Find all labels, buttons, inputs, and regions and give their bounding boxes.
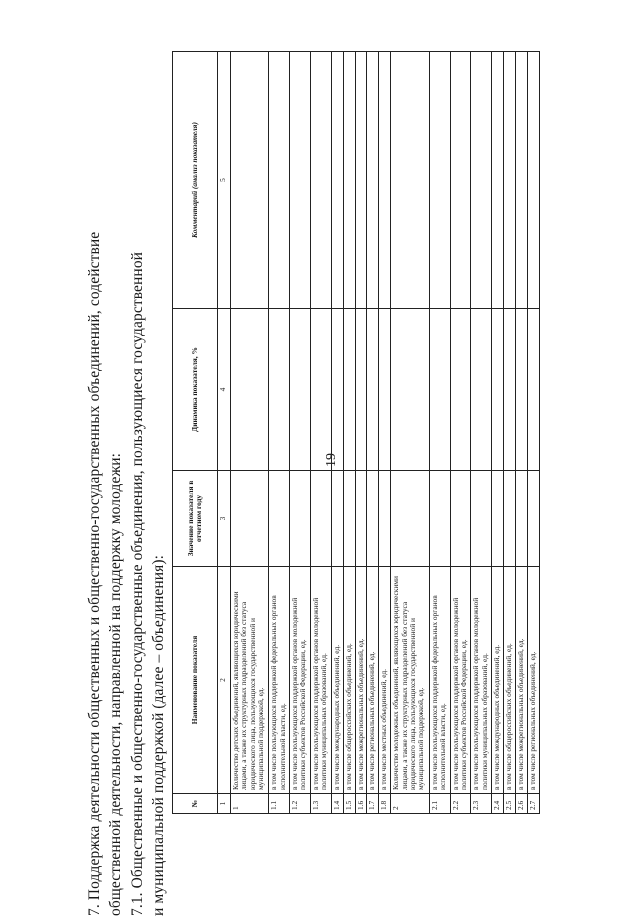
- row-value-cell: [471, 471, 492, 567]
- heading-line-1: 7. Поддержка деятельности общественных и общественно-государственных объединений, содействие: [86, 231, 103, 916]
- table-row: [231, 52, 269, 814]
- row-comment-cell: [310, 52, 331, 309]
- row-value-cell: [231, 471, 269, 567]
- table-row: [391, 52, 429, 814]
- row-dynamics-cell: [355, 309, 367, 471]
- row-dynamics-cell: [492, 309, 504, 471]
- row-comment-cell: [331, 52, 343, 309]
- table-body: [231, 52, 540, 814]
- table-row: [471, 52, 492, 814]
- row-value-cell: [492, 471, 504, 567]
- row-comment-cell: [515, 52, 527, 309]
- row-value-cell: [290, 471, 311, 567]
- row-number: 1.6: [355, 794, 367, 814]
- row-value-cell: [379, 471, 391, 567]
- row-value-cell: [429, 471, 450, 567]
- row-comment-cell: [503, 52, 515, 309]
- row-number: 1.1: [269, 794, 290, 814]
- row-indicator-name: в том числе общероссийских объединений, ед.: [503, 567, 515, 794]
- row-comment-cell: [367, 52, 379, 309]
- row-indicator-name: в том числе международных объединений, ед.: [492, 567, 504, 794]
- row-dynamics-cell: [343, 309, 355, 471]
- table-header-row: [173, 52, 218, 814]
- header-indicator-name: Наименование показателя: [173, 567, 218, 794]
- row-comment-cell: [343, 52, 355, 309]
- row-number: 2: [391, 794, 429, 814]
- row-dynamics-cell: [429, 309, 450, 471]
- row-comment-cell: [355, 52, 367, 309]
- row-dynamics-cell: [471, 309, 492, 471]
- indicators-table: [172, 51, 540, 814]
- row-number: 2.2: [450, 794, 471, 814]
- row-comment-cell: [471, 52, 492, 309]
- row-indicator-name: в том числе общероссийских объединений, ед.: [343, 567, 355, 794]
- row-number: 1.7: [367, 794, 379, 814]
- row-number: 1: [231, 794, 269, 814]
- column-number: 3: [218, 471, 231, 567]
- row-number: 1.2: [290, 794, 311, 814]
- table-row: [492, 52, 504, 814]
- row-value-cell: [355, 471, 367, 567]
- row-value-cell: [527, 471, 539, 567]
- row-number: 2.1: [429, 794, 450, 814]
- heading-line-2: общественной деятельности, направленной на поддержку молодежи:: [107, 452, 124, 916]
- row-indicator-name: в том числе пользующихся поддержкой органов молодежной политики субъектов Российской Федерации, ед.: [290, 567, 311, 794]
- column-number: 5: [218, 52, 231, 309]
- row-dynamics-cell: [269, 309, 290, 471]
- row-dynamics-cell: [367, 309, 379, 471]
- row-value-cell: [503, 471, 515, 567]
- row-indicator-name: в том числе региональных объединений, ед.: [367, 567, 379, 794]
- table-row: [355, 52, 367, 814]
- table-row: [367, 52, 379, 814]
- row-indicator-name: в том числе пользующихся поддержкой органов молодежной политики субъектов Российской Федерации, ед.: [450, 567, 471, 794]
- row-value-cell: [310, 471, 331, 567]
- row-comment-cell: [391, 52, 429, 309]
- table-row: [269, 52, 290, 814]
- column-number: 4: [218, 309, 231, 471]
- table-row: [310, 52, 331, 814]
- row-value-cell: [343, 471, 355, 567]
- column-number: 1: [218, 794, 231, 814]
- column-number: 2: [218, 567, 231, 794]
- row-dynamics-cell: [391, 309, 429, 471]
- row-dynamics-cell: [379, 309, 391, 471]
- column-number-row: [218, 52, 231, 814]
- header-value: Значение показателя в отчетном году: [173, 471, 218, 567]
- header-number: №: [173, 794, 218, 814]
- row-indicator-name: в том числе региональных объединений, ед.: [527, 567, 539, 794]
- heading-line-4: и муниципальной поддержкой (далее – объединения):: [150, 554, 167, 916]
- row-dynamics-cell: [231, 309, 269, 471]
- row-number: 2.3: [471, 794, 492, 814]
- row-dynamics-cell: [290, 309, 311, 471]
- table-row: [450, 52, 471, 814]
- row-number: 2.5: [503, 794, 515, 814]
- row-comment-cell: [231, 52, 269, 309]
- row-indicator-name: в том числе пользующихся поддержкой органов молодежной политики муниципальных образований, ед.: [310, 567, 331, 794]
- row-number: 1.8: [379, 794, 391, 814]
- row-indicator-name: Количество детских объединений, являющихся юридическими лицами, а также их структурных подразделений без статуса юридического лица, пользующихся государственной и муниципальной поддержкой, ед.: [231, 567, 269, 794]
- header-comment: Комментарий (анализ показателя): [173, 52, 218, 309]
- row-comment-cell: [379, 52, 391, 309]
- table-row: [331, 52, 343, 814]
- row-comment-cell: [450, 52, 471, 309]
- table-row: [515, 52, 527, 814]
- heading-line-3: 7.1. Общественные и общественно-государственные объединения, пользующиеся государственной: [129, 251, 146, 916]
- row-dynamics-cell: [527, 309, 539, 471]
- row-dynamics-cell: [515, 309, 527, 471]
- row-indicator-name: Количество молодежных объединений, являющихся юридическими лицами, а также их структурных подразделений без статуса юридического лица, пользующихся государственной и муниципальной поддержкой, ед.: [391, 567, 429, 794]
- table-row: [290, 52, 311, 814]
- row-number: 2.7: [527, 794, 539, 814]
- table-row: [527, 52, 539, 814]
- table-row: [343, 52, 355, 814]
- row-value-cell: [450, 471, 471, 567]
- row-number: 1.4: [331, 794, 343, 814]
- table-row: [379, 52, 391, 814]
- row-value-cell: [515, 471, 527, 567]
- indicators-table-rotated: [172, 52, 540, 814]
- row-number: 1.3: [310, 794, 331, 814]
- row-dynamics-cell: [331, 309, 343, 471]
- row-indicator-name: в том числе межрегиональных объединений, ед.: [355, 567, 367, 794]
- row-number: 1.5: [343, 794, 355, 814]
- row-indicator-name: в том числе международных объединений, ед.: [331, 567, 343, 794]
- row-indicator-name: в том числе местных объединений, ед.: [379, 567, 391, 794]
- row-comment-cell: [269, 52, 290, 309]
- row-value-cell: [391, 471, 429, 567]
- table-row: [429, 52, 450, 814]
- row-comment-cell: [290, 52, 311, 309]
- row-value-cell: [331, 471, 343, 567]
- row-dynamics-cell: [310, 309, 331, 471]
- row-indicator-name: в том числе межрегиональных объединений, ед.: [515, 567, 527, 794]
- row-value-cell: [367, 471, 379, 567]
- page-number: 19: [324, 453, 339, 467]
- header-dynamics: Динамика показателя, %: [173, 309, 218, 471]
- row-indicator-name: в том числе пользующихся поддержкой органов молодежной политики муниципальных образований, ед.: [471, 567, 492, 794]
- table-row: [503, 52, 515, 814]
- row-indicator-name: в том числе пользующихся поддержкой федеральных органов исполнительной власти, ед.: [269, 567, 290, 794]
- row-number: 2.4: [492, 794, 504, 814]
- row-comment-cell: [527, 52, 539, 309]
- row-dynamics-cell: [503, 309, 515, 471]
- row-comment-cell: [429, 52, 450, 309]
- row-value-cell: [269, 471, 290, 567]
- row-comment-cell: [492, 52, 504, 309]
- row-number: 2.6: [515, 794, 527, 814]
- row-indicator-name: в том числе пользующихся поддержкой федеральных органов исполнительной власти, ед.: [429, 567, 450, 794]
- row-dynamics-cell: [450, 309, 471, 471]
